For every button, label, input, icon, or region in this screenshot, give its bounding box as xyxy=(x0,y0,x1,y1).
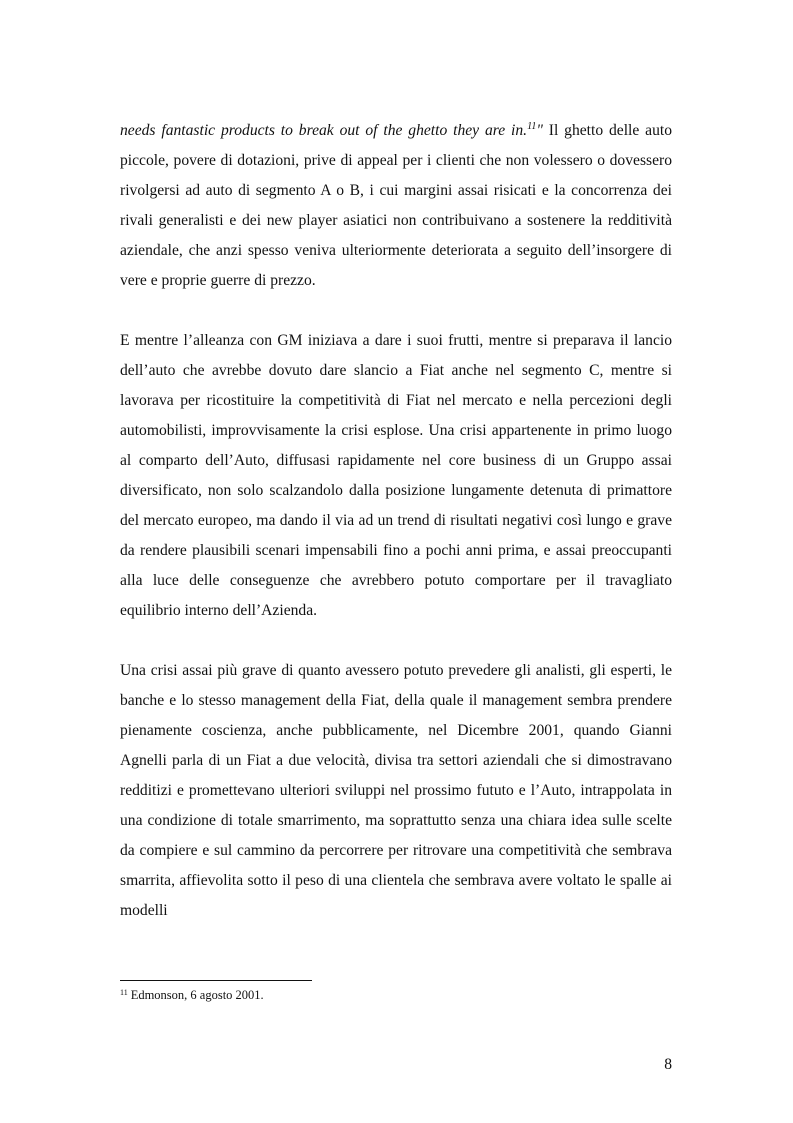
quote-close-mark: " xyxy=(536,122,543,139)
footnote-reference[interactable]: 11 xyxy=(527,121,537,132)
italic-quote: needs fantastic products to break out of the ghetto they are in. xyxy=(120,122,528,139)
paragraph-1 xyxy=(120,116,672,296)
footnote-separator xyxy=(120,980,312,981)
paragraph-1-text: Il ghetto delle auto piccole, povere di dotazioni, prive di appeal per i clienti che non volessero o dovessero rivolgersi ad auto di segmento A o B, i cui margini assai risicati e la concorrenza dei rivali generalisti e dei new player asiatici non contribuivano a sostenere la redditività aziendale, che anzi spesso veniva ulteriormente deteriorata a seguito dell’insorgere di vere e proprie guerre di prezzo. xyxy=(120,122,672,289)
paragraph-2: E mentre l’alleanza con GM iniziava a dare i suoi frutti, mentre si preparava il lancio dell’auto che avrebbe dovuto dare slancio a Fiat anche nel segmento C, mentre si lavorava per ricostituire la competitività di Fiat nel mercato e nella percezioni degli automobilisti, improvvisamente la crisi esplose. Una crisi appartenente in primo luogo al comparto dell’Auto, diffusasi rapidamente nel core business di un Gruppo assai diversificato, non solo scalzandolo dalla posizione lungamente detenuta di primattore del mercato europeo, ma dando il via ad un trend di risultati negativi così lungo e grave da rendere plausibili scenari impensabili fino a pochi anni prima, e assai preoccupanti alla luce delle conseguenze che avrebbero potuto comportare per il travagliato equilibrio interno dell’Azienda. xyxy=(120,332,672,619)
page-number: 8 xyxy=(664,1056,672,1073)
footnote xyxy=(120,986,672,1004)
footnote-number: 11 xyxy=(120,988,128,997)
paragraph-3: Una crisi assai più grave di quanto avessero potuto prevedere gli analisti, gli esperti, le banche e lo stesso management della Fiat, della quale il management sembra prendere pienamente coscienza, anche pubblicamente, nel Dicembre 2001, quando Gianni Agnelli parla di un Fiat a due velocità, divisa tra settori aziendali che si dimostravano redditizi e promettevano ulteriori sviluppi nel prossimo fututo e l’Auto, intrappolata in una condizione di totale smarrimento, ma soprattutto senza una chiara idea sulle scelte da compiere e sul cammino da percorrere per ritrovare una competitività che sembrava smarrita, affievolita sotto il peso di una clientela che sembrava avere voltato le spalle ai modelli xyxy=(120,662,672,919)
body-text xyxy=(120,116,672,956)
footnote-text: Edmonson, 6 agosto 2001. xyxy=(130,988,264,1002)
